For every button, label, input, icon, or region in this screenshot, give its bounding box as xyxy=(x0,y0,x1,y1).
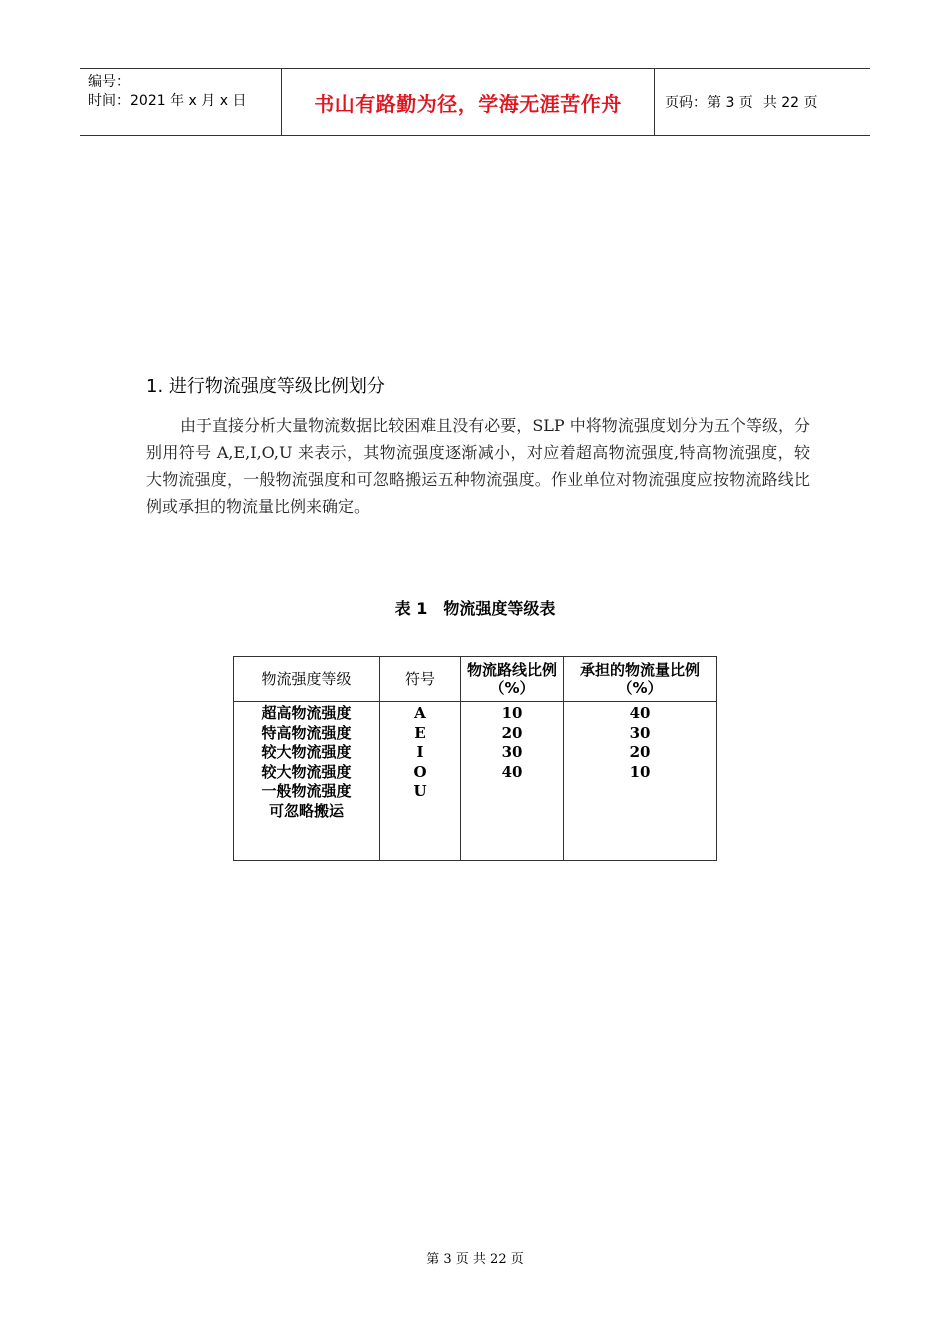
header-meta xyxy=(80,69,282,135)
intensity-grade-table xyxy=(233,656,717,861)
grade-item: 超高物流强度 xyxy=(261,704,352,722)
volume-ratio-item: 30 xyxy=(629,723,651,742)
symbol-item: E xyxy=(414,723,426,742)
route-ratio-cell xyxy=(461,702,564,861)
grade-cell xyxy=(234,702,380,861)
header-volume-ratio: 承担的物流量比例（%） xyxy=(564,657,717,702)
header-page-info xyxy=(655,69,870,135)
table-caption: 表 1 物流强度等级表 xyxy=(394,599,556,618)
volume-ratio-item: 10 xyxy=(629,762,651,781)
symbol-cell xyxy=(380,702,461,861)
volume-ratio-item: 40 xyxy=(629,704,651,722)
volume-ratio-cell xyxy=(564,702,717,861)
grade-item: 较大物流强度 xyxy=(261,743,352,761)
grade-item: 特高物流强度 xyxy=(261,723,352,742)
page-footer: 第 3 页 共 22 页 xyxy=(426,1252,524,1267)
route-ratio-item: 20 xyxy=(501,723,523,742)
symbol-item: A xyxy=(414,704,426,722)
grade-item: 一般物流强度 xyxy=(261,782,352,800)
route-ratio-item: 10 xyxy=(501,704,523,722)
time-label: 时间：2021 年 x 月 x 日 xyxy=(88,93,247,109)
volume-ratio-item: 20 xyxy=(629,743,651,761)
section-heading: 1. 进行物流强度等级比例划分 xyxy=(146,376,385,397)
symbol-item: O xyxy=(413,762,427,781)
header-route-ratio: 物流路线比例（%） xyxy=(461,657,564,702)
table-row xyxy=(234,702,717,861)
header-grade: 物流强度等级 xyxy=(234,657,380,702)
page-header xyxy=(80,68,870,136)
header-symbol: 符号 xyxy=(380,657,461,702)
grade-item: 较大物流强度 xyxy=(261,762,352,781)
header-motto: 书山有路勤为径，学海无涯苦作舟 xyxy=(282,69,655,135)
serial-label: 编号： xyxy=(88,74,130,90)
route-ratio-item: 40 xyxy=(501,762,523,781)
route-ratio-item: 30 xyxy=(501,743,523,761)
table-header-row xyxy=(234,657,717,702)
total-label: 共 22 页 xyxy=(762,95,818,111)
grade-item: 可忽略搬运 xyxy=(268,801,344,820)
section-paragraph: 由于直接分析大量物流数据比较困难且没有必要，SLP 中将物流强度划分为五个等级，分别用符号 A,E,I,O,U 来表示，其物流强度逐渐减小，对应着超高物流强度,特高物流强度，较大物流强度，一般物流强度和可忽略搬运五种物流强度。作业单位对物流强度应按物流路线比例或承担的物流量比例来确定。 xyxy=(146,416,810,516)
page-label: 页码：第 3 页 xyxy=(665,95,753,111)
symbol-item: I xyxy=(416,743,424,761)
symbol-item: U xyxy=(413,782,427,800)
